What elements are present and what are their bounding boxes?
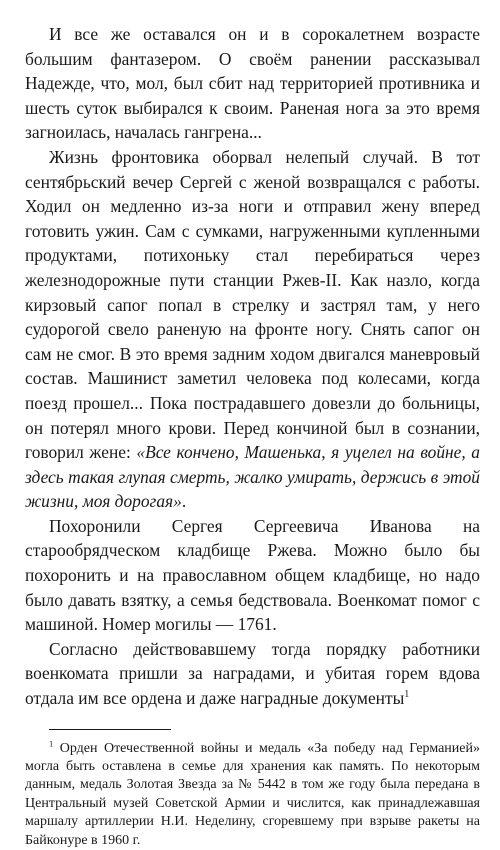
paragraph-accident [25, 145, 480, 514]
paragraph-fantasist [25, 22, 480, 145]
last-words-quote: «Все кончено, Машенька, я уцелел на войне, а здесь такая глупая смерть, жалко умирать, держись в этой жизни, моя дорогая» [25, 442, 480, 512]
footnote-mark: 1 [49, 737, 54, 748]
footnote-reference[interactable]: 1 [404, 689, 410, 701]
paragraph-awards [25, 637, 480, 711]
paragraph-text: Жизнь фронтовика оборвал нелепый случай. В тот сентябрьский вечер Сергей с женой возвращался с работы. Ходил он медленно из-за ноги и отправил жену вперед готовить ужин. Сам с сумками, нагруженными купленными продуктами, потихоньку стал перебираться через железнодорожные пути станции Ржев-II. Как назло, когда кирзовый сапог попал в стрелку и застрял там, у него судорогой свело раненую на фронте ногу. Снять сапог он сам не смог. В это время задним ходом двигался маневровый состав. Машинист заметил человека под колесами, когда поезд прошел... Пока пострадавшего довезли до больницы, он потерял много крови. Перед кончиной был в сознании, говорил жене: [25, 146, 480, 463]
footnote-divider [49, 729, 171, 730]
paragraph-text: Согласно действовавшему тогда порядку работники военкомата пришли за наградами, и убитая горем вдова отдала им все ордена и даже наградные документы [25, 638, 480, 709]
footnote [25, 737, 480, 850]
paragraph-end-punct: . [181, 491, 187, 512]
footnote-text: Орден Отечественной войны и медаль «За победу над Германией» могла быть оставлена в семье для хранения как память. По некоторым данным, медаль Золотая Звезда за № 5442 в том же году была передана в Центральный музей Советской Армии и числится, как принадлежавшая маршалу артиллерии Н.И. Неделину, сгоревшему при взрыве ракеты на Байконуре в 1960 г. [25, 740, 480, 848]
paragraph-text: И все же оставался он и в сорокалетнем возрасте большим фантазером. О своём ранении рассказывал Надежде, что, мол, был сбит над территорией противника и шесть суток выбирался к своим. Раненая нога за это время загноилась, началась гангрена... [25, 24, 480, 143]
paragraph-burial [25, 514, 480, 637]
paragraph-text: Похоронили Сергея Сергеевича Иванова на старообрядческом кладбище Ржева. Можно было бы похоронить и на православном общем кладбище, но надо было давать взятку, а семья бедствовала. Военкомат помог с машиной. Номер могилы — 1761. [25, 515, 480, 635]
